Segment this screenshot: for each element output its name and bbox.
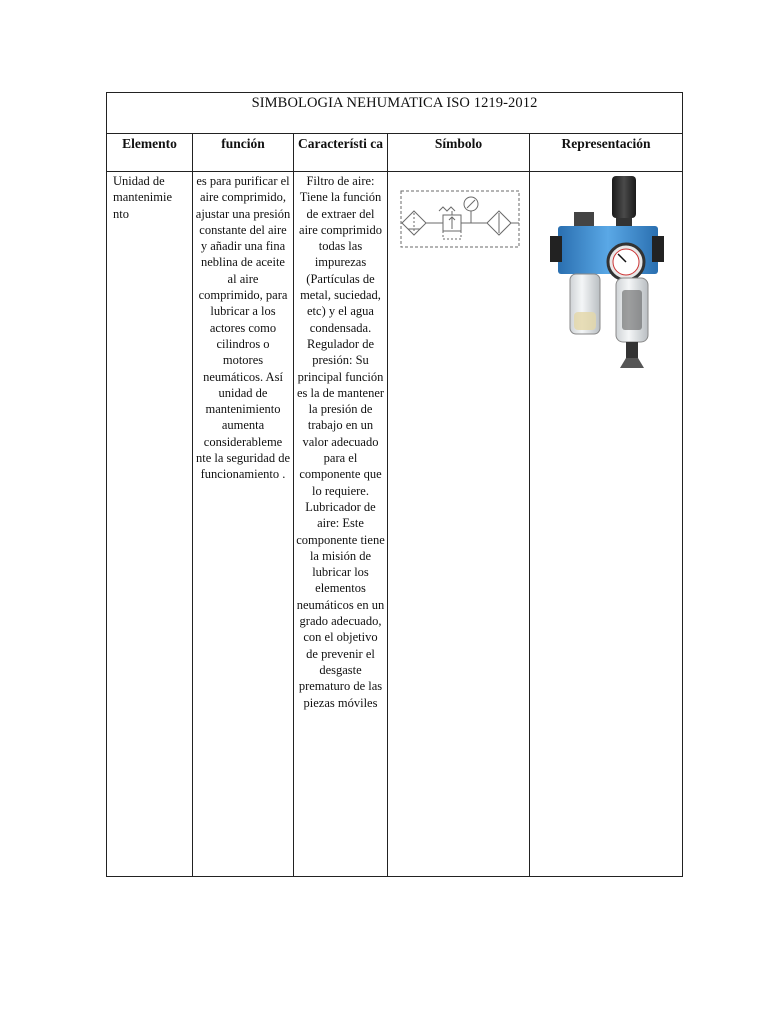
funcion-text: es para purificar el aire comprimido, ajustar una presión constante del aire y añadir una fina neblina de aceite al aire comprimido, para lubricar a los actores como cilindros o motores neumáticos. Así unidad de mantenimiento aumenta considerableme nte la seguridad de funcionamiento . — [195, 174, 291, 482]
cell-simbolo — [388, 172, 530, 877]
header-representacion: Representación — [530, 134, 683, 172]
header-simbolo: Símbolo — [388, 134, 530, 172]
symbology-table — [106, 92, 683, 877]
caracteristica-text: Filtro de aire: Tiene la función de extraer del aire comprimido todas las impurezas (Partículas de metal, suciedad, etc) y el agua condensada. Regulador de presión: Su principal función es la de mantener la presión de trabajo en un valor adecuado para el componente que lo requiere. Lubricador de aire: Este componente tiene la misión de lubricar los elementos neumáticos en un grado adecuado, con el objetivo de prevenir el desgaste prematuro de las piezas móviles — [296, 174, 385, 710]
cell-caracteristica — [294, 172, 388, 877]
table-row — [107, 172, 683, 877]
table-title: SIMBOLOGIA NEHUMATICA ISO 1219-2012 — [107, 93, 683, 134]
header-funcion: función — [193, 134, 294, 172]
cell-representacion — [530, 172, 683, 877]
frl-unit-photo-icon — [548, 174, 666, 369]
cell-funcion — [193, 172, 294, 877]
elemento-text: Unidad de mantenimie nto — [113, 174, 173, 221]
header-caracteristica: Característi ca — [294, 134, 388, 172]
pneumatic-maintenance-unit-symbol-icon — [399, 189, 521, 251]
cell-elemento — [107, 172, 193, 877]
header-elemento: Elemento — [107, 134, 193, 172]
